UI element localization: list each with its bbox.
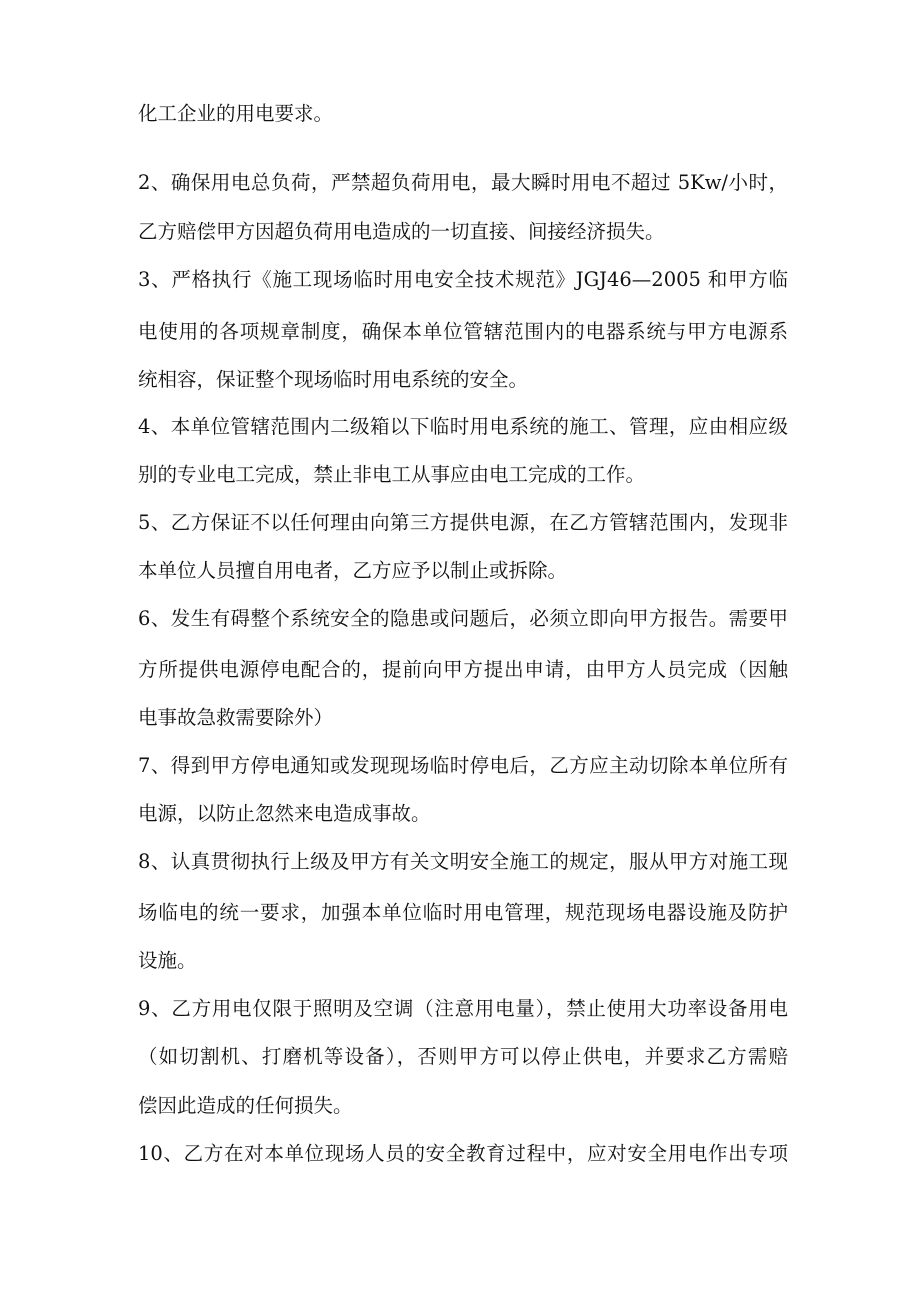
clause-8-line-1: 8、认真贯彻执行上级及甲方有关文明安全施工的规定，服从甲方对施工现 <box>138 850 788 873</box>
clause-3-line-1: 3、严格执行《施工现场临时用电安全技术规范》JGJ46—2005 和甲方临 <box>138 268 788 291</box>
clause-9-line-3: 偿因此造成的任何损失。 <box>138 1094 353 1117</box>
clause-3-line-3: 统相容，保证整个现场临时用电系统的安全。 <box>138 368 529 391</box>
clause-9-line-2: （如切割机、打磨机等设备），否则甲方可以停止供电，并要求乙方需赔 <box>138 1045 788 1068</box>
clause-5-line-1: 5、乙方保证不以任何理由向第三方提供电源，在乙方管辖范围内，发现非 <box>138 511 788 534</box>
clause-4-line-2: 别的专业电工完成，禁止非电工从事应由电工完成的工作。 <box>138 463 646 486</box>
clause-2-line-2: 乙方赔偿甲方因超负荷用电造成的一切直接、间接经济损失。 <box>138 220 665 243</box>
clause-9-line-1: 9、乙方用电仅限于照明及空调（注意用电量），禁止使用大功率设备用电 <box>138 997 788 1020</box>
clause-3-line-2: 电使用的各项规章制度，确保本单位管辖范围内的电器系统与甲方电源系 <box>138 320 788 343</box>
clause-6-line-2: 方所提供电源停电配合的，提前向甲方提出申请，由甲方人员完成（因触 <box>138 658 788 681</box>
text-line-1: 化工企业的用电要求。 <box>138 102 334 125</box>
clause-8-line-3: 设施。 <box>138 949 197 972</box>
clause-8-line-2: 场临电的统一要求，加强本单位临时用电管理，规范现场电器设施及防护 <box>138 901 788 924</box>
clause-7-line-1: 7、得到甲方停电通知或发现现场临时停电后，乙方应主动切除本单位所有 <box>138 754 788 777</box>
clause-7-line-2: 电源，以防止忽然来电造成事故。 <box>138 802 431 825</box>
clause-5-line-2: 本单位人员擅自用电者，乙方应予以制止或拆除。 <box>138 559 568 582</box>
clause-4-line-1: 4、本单位管辖范围内二级箱以下临时用电系统的施工、管理，应由相应级 <box>138 415 788 438</box>
clause-6-line-1: 6、发生有碍整个系统安全的隐患或问题后，必须立即向甲方报告。需要甲 <box>138 607 788 630</box>
clause-6-line-3: 电事故急救需要除外） <box>138 706 334 729</box>
clause-10-line-1: 10、乙方在对本单位现场人员的安全教育过程中，应对安全用电作出专项 <box>138 1142 788 1165</box>
clause-2-line-1: 2、确保用电总负荷，严禁超负荷用电，最大瞬时用电不超过 5Kw/小时， <box>138 171 788 194</box>
